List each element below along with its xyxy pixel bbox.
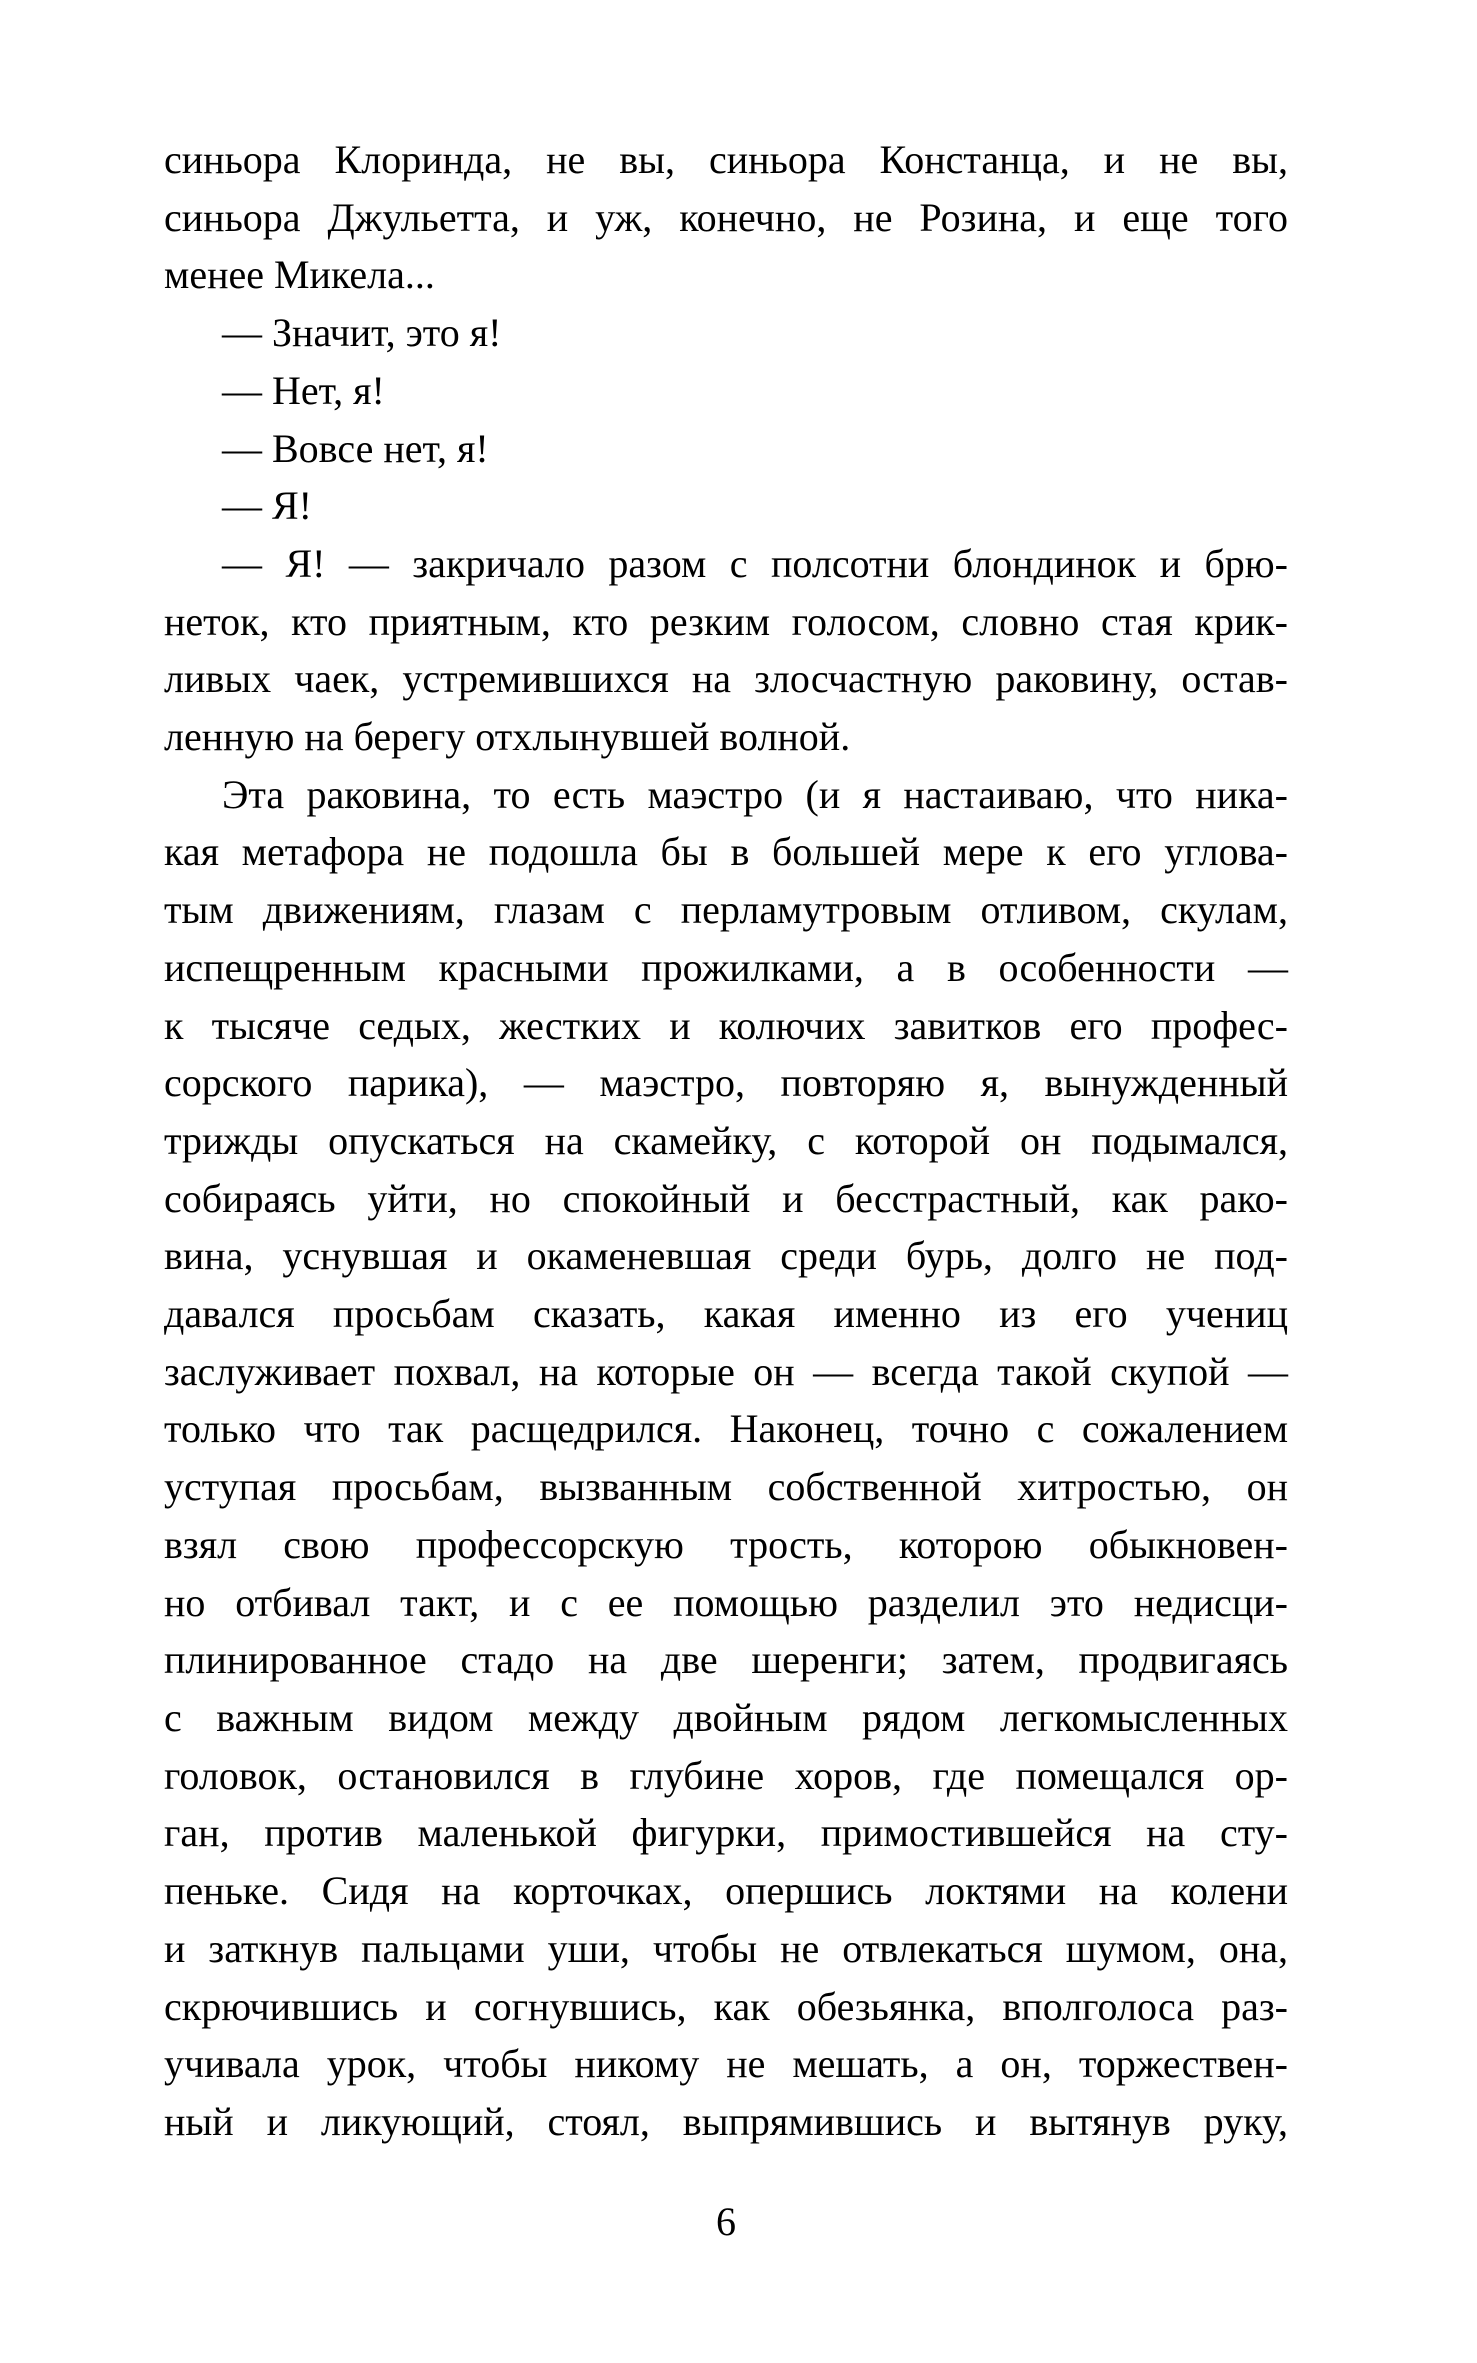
text-line: тым движениям, глазам с перламутровым отливом, скулам, (164, 887, 1288, 933)
text-line: — Вовсе нет, я! (222, 425, 489, 471)
text-line: — Нет, я! (222, 367, 385, 413)
text-line: ный и ликующий, стоял, выпрямившись и вытянув руку, (164, 2098, 1288, 2144)
text-line: ливых чаек, устремившихся на злосчастную раковину, остав- (164, 656, 1288, 702)
text-line: Эта раковина, то есть маэстро (и я настаиваю, что ника- (222, 771, 1288, 817)
text-line: ленную на берегу отхлынувшей волной. (164, 714, 851, 760)
text-line: но отбивал такт, и с ее помощью разделил это недисци- (164, 1579, 1288, 1625)
text-line: к тысяче седых, жестких и колючих завитков его профес- (164, 1002, 1288, 1048)
text-line: уступая просьбам, вызванным собственной хитростью, он (164, 1464, 1288, 1510)
text-line: и заткнув пальцами уши, чтобы не отвлекаться шумом, она, (164, 1925, 1288, 1971)
text-line: неток, кто приятным, кто резким голосом, словно стая крик- (164, 598, 1288, 644)
text-line: ган, против маленькой фигурки, примостившейся на сту- (164, 1810, 1288, 1856)
text-line: сорского парика), — маэстро, повторяю я, вынужденный (164, 1060, 1288, 1106)
text-line: учивала урок, чтобы никому не мешать, а он, торжествен- (164, 2041, 1288, 2087)
text-line: испещренным красными прожилками, а в особенности — (164, 944, 1288, 990)
text-line: трижды опускаться на скамейку, с которой он подымался, (164, 1117, 1288, 1163)
text-line: давался просьбам сказать, какая именно из его учениц (164, 1291, 1288, 1337)
text-line: скрючившись и согнувшись, как обезьянка, вполголоса раз- (164, 1983, 1288, 2029)
text-line: плинированное стадо на две шеренги; затем, продвигаясь (164, 1637, 1288, 1683)
text-line: взял свою профессорскую трость, которою обыкновен- (164, 1521, 1288, 1567)
text-line: синьора Клоринда, не вы, синьора Констанца, и не вы, (164, 137, 1288, 182)
page-text (164, 131, 1288, 2151)
text-line: — Значит, это я! (222, 310, 502, 356)
text-line: пеньке. Сидя на корточках, опершись локтями на колени (164, 1868, 1288, 1914)
text-line: только что так расщедрился. Наконец, точно с сожалением (164, 1406, 1288, 1452)
text-line: кая метафора не подошла бы в большей мере к его углова- (164, 829, 1288, 875)
text-line: вина, уснувшая и окаменевшая среди бурь, долго не под- (164, 1233, 1288, 1279)
text-line: собираясь уйти, но спокойный и бесстрастный, как рако- (164, 1175, 1288, 1221)
page-number: 6 (716, 2199, 736, 2244)
text-line: заслуживает похвал, на которые он — всегда такой скупой — (164, 1348, 1288, 1394)
text-line: головок, остановился в глубине хоров, где помещался ор- (164, 1752, 1288, 1798)
text-line: менее Микела... (164, 252, 435, 298)
text-line: синьора Джульетта, и уж, конечно, не Розина, и еще того (164, 194, 1288, 240)
text-line: — Я! — закричало разом с полсотни блондинок и брю- (222, 540, 1288, 586)
text-line: с важным видом между двойным рядом легкомысленных (164, 1694, 1288, 1740)
text-line: — Я! (222, 483, 312, 529)
